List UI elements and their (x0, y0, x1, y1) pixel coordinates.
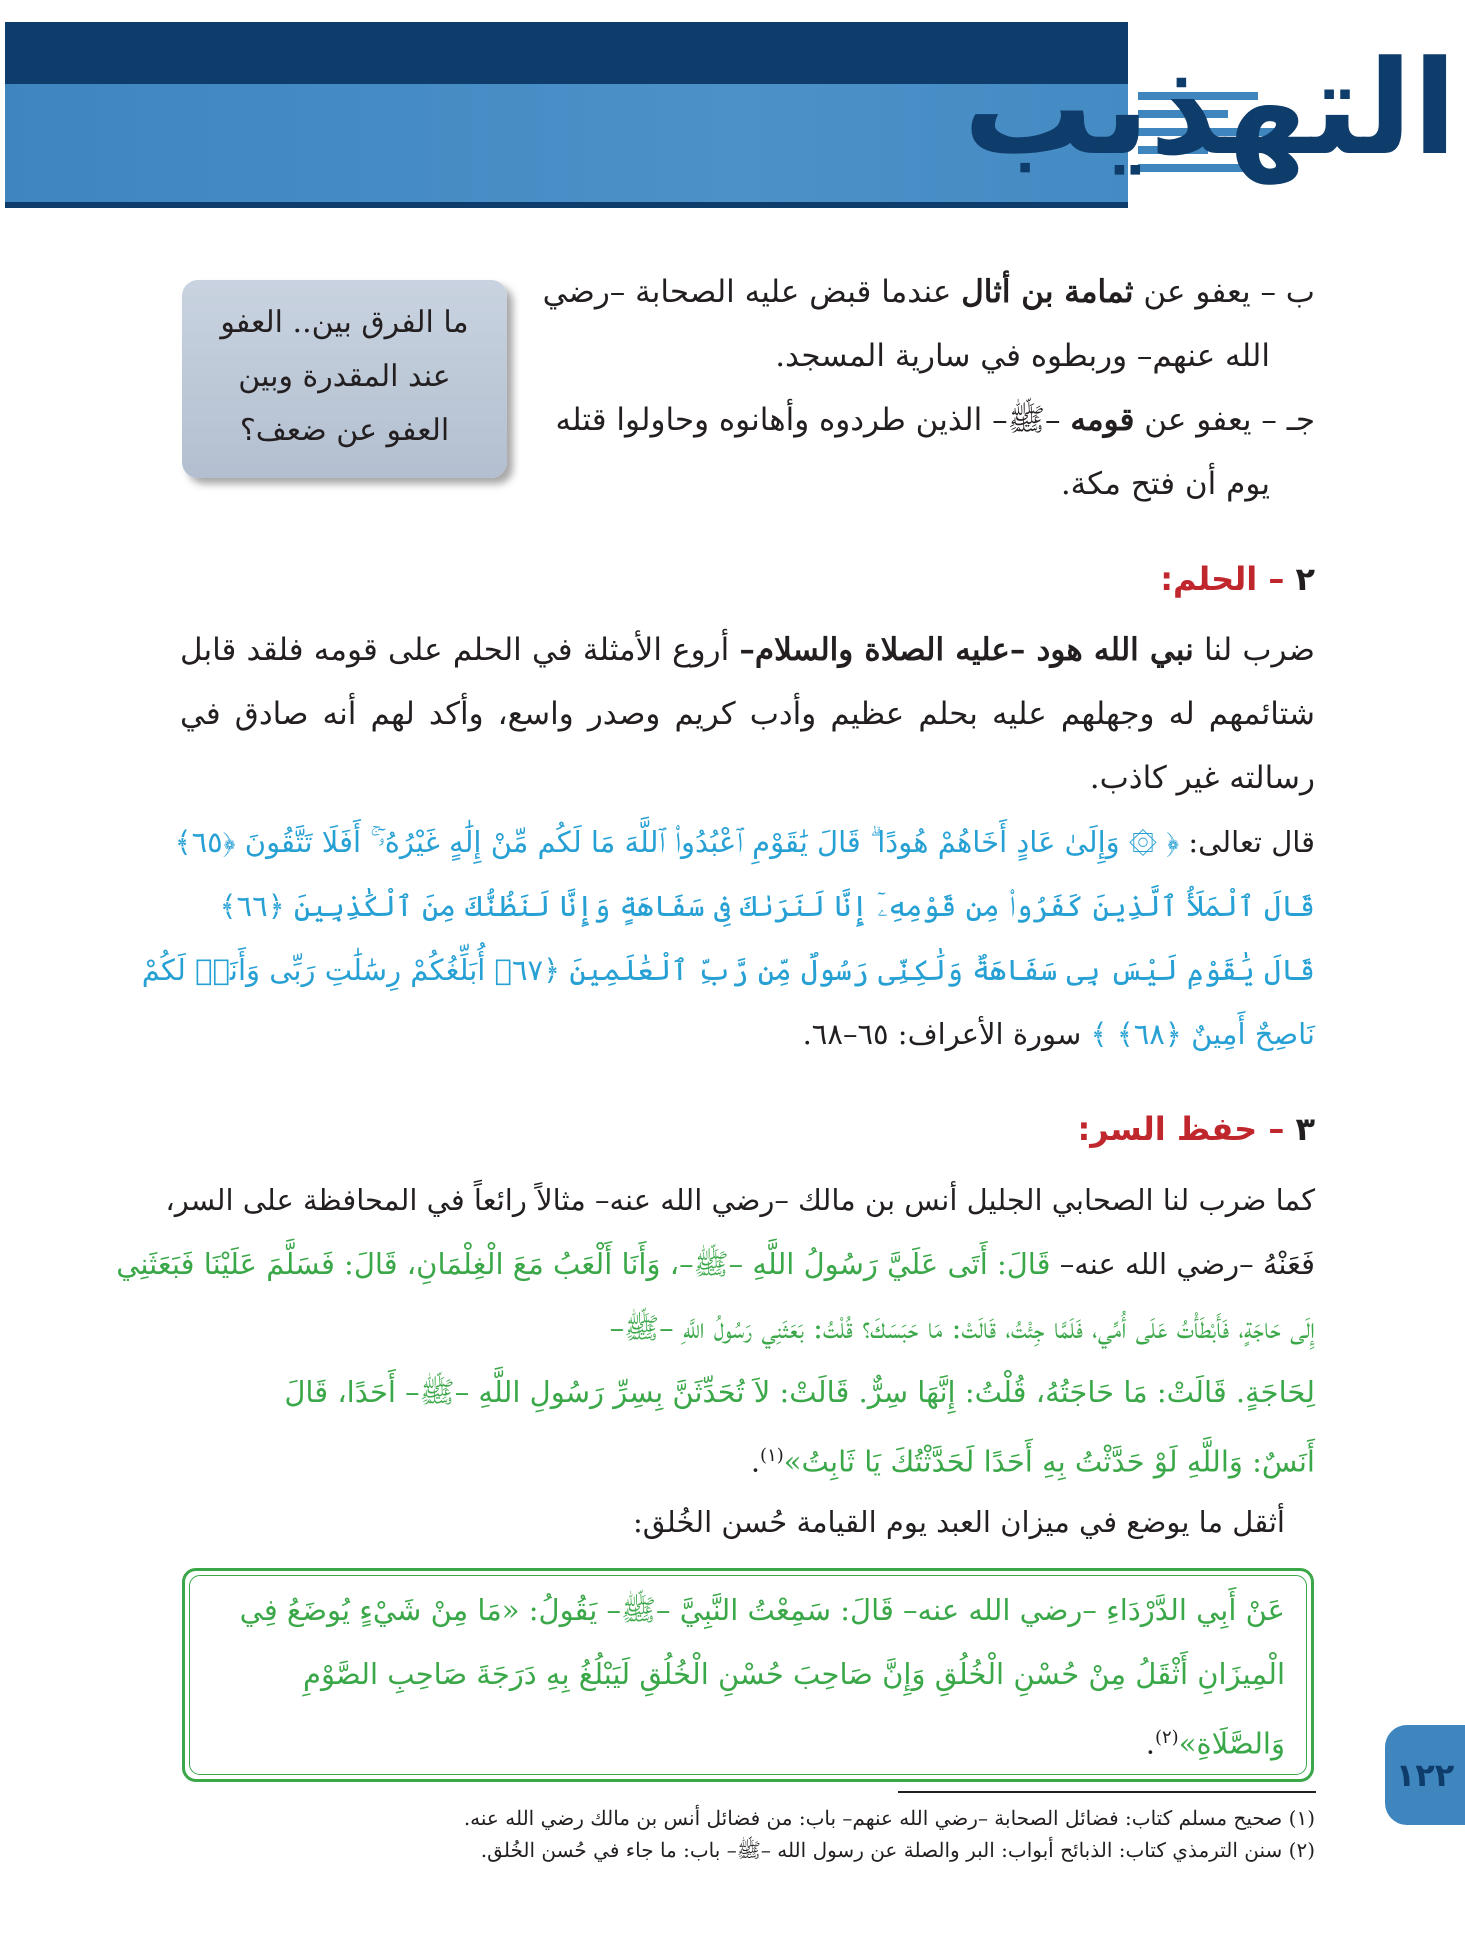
item-b-name: ثمامة بن أثال (961, 274, 1134, 310)
hadith-box-line-3: وَالصَّلَاةِ»$^{(٢)}$. (1145, 1726, 1285, 1761)
footnote-1: (١) صحيح مسلم كتاب: فضائل الصحابة –رضي الله عنهم– باب: من فضائل أنس بن مالك رضي الله عنه. (463, 1806, 1315, 1830)
hadith-box-line-2: الْمِيزَانِ أَثْقَلُ مِنْ حُسْنِ الْخُلُقِ وَإِنَّ صَاحِبَ حُسْنِ الْخُلُقِ لَيَبْلُغُ بِهِ دَرَجَةَ صَاحِبِ الصَّوْمِ (303, 1657, 1285, 1691)
section-2-paragraph-line-3: رسالته غير كاذب. (1089, 760, 1315, 796)
hadith-line-2: إِلَى حَاجَةٍ، فَأَبْطَأْتُ عَلَى أُمِّي، فَلَمَّا جِئْتُ، قَالَتْ: مَا حَبَسَكَ؟ قُلْتُ: بَعَثَنِي رَسُولُ اللَّهِ –ﷺ– (609, 1311, 1315, 1345)
section-3-heading: ٣ – حفظ السر: (1077, 1110, 1315, 1148)
question-box (182, 280, 507, 478)
hadith-line-3: لِحَاجَةٍ. قَالَتْ: مَا حَاجَتُهُ، قُلْتُ: إِنَّهَا سِرٌّ. قَالَتْ: لاَ تُحَدِّثَنَّ بِسِرِّ رَسُولِ اللَّهِ –ﷺ– أَحَدًا، قَالَ (284, 1375, 1315, 1409)
section-3-paragraph: كما ضرب لنا الصحابي الجليل أنس بن مالك –رضي الله عنه– مثالاً رائعاً في المحافظة على السر، (165, 1183, 1315, 1217)
quran-reference: سورة الأعراف: ٦٥–٦٨. (802, 1017, 1091, 1051)
item-j-line-1: جـ – يعفو عن قومه –ﷺ– الذين طردوه وأهانوه وحاولوا قتله (555, 402, 1315, 438)
quran-verse-line-2: قَالَ ٱلْمَلَأُ ٱلَّذِينَ كَفَرُوا۟ مِن قَوْمِهِۦٓ إِنَّا لَنَرَىٰكَ فِى سَفَاهَةٍ وَإِنَّا لَنَظُنُّكَ مِنَ ٱلْكَٰذِبِينَ ﴿٦٦﴾ (219, 889, 1315, 923)
book-logo (963, 22, 1465, 208)
page-number-tab (1385, 1725, 1465, 1825)
footnote-2: (٢) سنن الترمذي كتاب: الذبائح أبواب: البر والصلة عن رسول الله –ﷺ– باب: ما جاء في حُسن الخُلق. (480, 1838, 1315, 1862)
question-line-2: عند المقدرة وبين (238, 359, 451, 394)
item-j-name: قومه (1070, 402, 1135, 438)
item-b-line-1: ب – يعفو عن ثمامة بن أثال عندما قبض عليه الصحابة –رضي (542, 274, 1315, 310)
footnote-ref-1: (١) (760, 1445, 784, 1466)
section-3-closing: أثقل ما يوضع في ميزان العبد يوم القيامة حُسن الخُلق: (632, 1505, 1285, 1539)
hadith-line-4: أَنَسٌ: وَاللَّهِ لَوْ حَدَّثْتُ بِهِ أَحَدًا لَحَدَّثْتُكَ يَا ثَابِتُ»$^{(١)}$. (750, 1444, 1315, 1479)
question-line-1: ما الفرق بين.. العفو (220, 305, 469, 340)
question-line-3: العفو عن ضعف؟ (239, 413, 450, 448)
logo-text: التهذيب (963, 32, 1457, 184)
page-header (0, 22, 1465, 212)
section-2-paragraph-line-1: ضرب لنا نبي الله هود –عليه الصلاة والسلام– أروع الأمثلة في الحلم على قومه فلقد قابل (180, 632, 1315, 668)
item-b-line-2: الله عنهم– وربطوه في سارية المسجد. (775, 338, 1270, 374)
hadith-box-line-1: عَنْ أَبِي الدَّرْدَاءِ –رضي الله عنه– قَالَ: سَمِعْتُ النَّبِيَّ –ﷺ– يَقُولُ: «مَا مِنْ شَيْءٍ يُوضَعُ فِي (239, 1593, 1285, 1627)
page-number: ١٢٢ (1395, 1756, 1455, 1794)
hadith-line-1: فَعَنْهُ –رضي الله عنه– قَالَ: أَتَى عَلَيَّ رَسُولُ اللَّهِ –ﷺ–، وَأَنَا أَلْعَبُ مَعَ الْغِلْمَانِ، قَالَ: فَسَلَّمَ عَلَيْنَا فَبَعَثَنِي (116, 1247, 1315, 1281)
quran-verse-line-4: نَاصِحٌ أَمِينٌ ﴿٦٨﴾ ﴾ سورة الأعراف: ٦٥–٦٨. (802, 1017, 1315, 1051)
footnote-divider (898, 1791, 1316, 1793)
footnote-ref-2: (٢) (1154, 1727, 1179, 1748)
quran-verse-line-1: قال تعالى: ﴿ ۞ وَإِلَىٰ عَادٍ أَخَاهُمْ هُودًا ۗ قَالَ يَٰقَوْمِ ٱعْبُدُوا۟ ٱللَّهَ مَا لَكُم مِّنْ إِلَٰهٍ غَيْرُهُۥٓ ۚ أَفَلَا تَتَّقُونَ ﴿٦٥﴾ (174, 825, 1315, 859)
section-2-heading: ٢ – الحلم: (1160, 560, 1315, 598)
quran-verse-line-3: قَالَ يَٰقَوْمِ لَيْسَ بِى سَفَاهَةٌ وَلَٰكِنِّى رَسُولٌ مِّن رَّبِّ ٱلْعَٰلَمِينَ ﴿٦٧﴾ أُبَلِّغُكُمْ رِسَٰلَٰتِ رَبِّى وَأَنَا۠ لَكُمْ (141, 953, 1315, 987)
section-2-paragraph-line-2: شتائمهم له وجهلهم عليه بحلم عظيم وأدب كريم وصدر واسع، وأكد لهم أنه صادق في (180, 696, 1315, 732)
item-j-line-2: يوم أن فتح مكة. (1060, 466, 1270, 502)
